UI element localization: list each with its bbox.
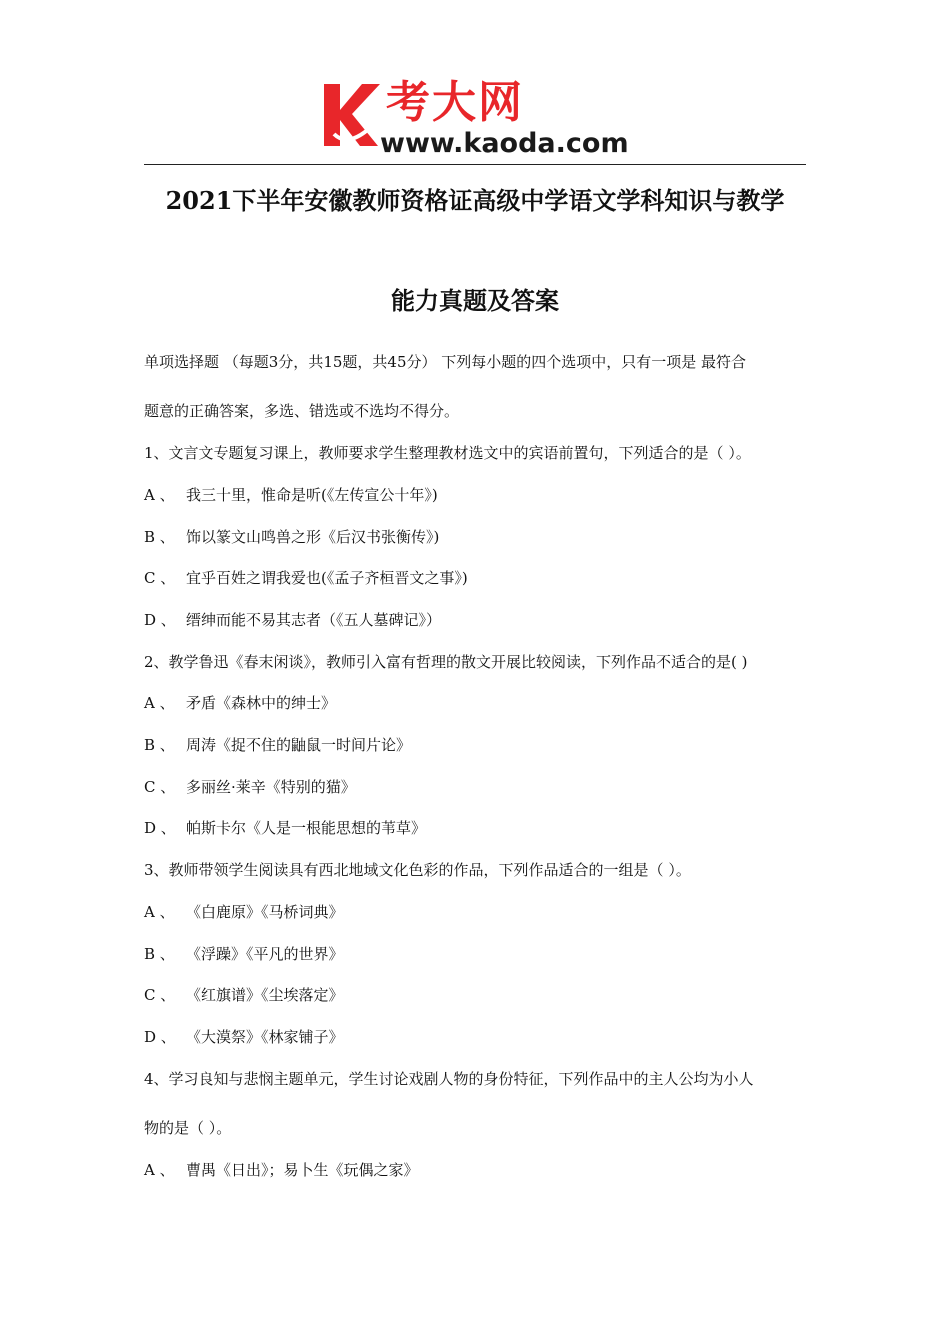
intro-line1: 单项选择题 （每题3分，共15题，共45分） 下列每小题的四个选项中，只有一项是 最符合 (144, 353, 747, 371)
question-1-option-c (144, 568, 468, 588)
logo (320, 77, 640, 160)
question-2-option-a (144, 693, 336, 713)
question-4-option-a (144, 1160, 419, 1180)
question-3-option-b (144, 944, 344, 964)
question-1-stem: 1、文言文专题复习课上，教师要求学生整理教材选文中的宾语前置句，下列适合的是（ ）。 (144, 444, 751, 462)
doc-title-line1: 2021下半年安徽教师资格证高级中学语文学科知识与教学 (165, 186, 785, 215)
option-letter: A 、 (144, 903, 175, 921)
option-text: 帕斯卡尔《人是一根能思想的苇草》 (186, 819, 427, 837)
option-text: 《浮躁》《平凡的世界》 (186, 945, 344, 963)
option-letter: A 、 (144, 1161, 175, 1179)
option-text: 矛盾《森林中的绅士》 (186, 694, 337, 712)
logo-url-text: www.kaoda.com (380, 128, 629, 159)
question-3-option-a (144, 902, 344, 922)
option-text: 缙绅而能不易其志者（《五人墓碑记》） (186, 611, 442, 629)
option-text: 《白鹿原》《马桥词典》 (186, 903, 344, 921)
header-rule (144, 164, 806, 165)
question-2-option-b (144, 735, 411, 755)
question-3-option-d (144, 1027, 344, 1047)
question-3-option-c (144, 985, 344, 1005)
option-letter: D 、 (144, 819, 176, 837)
option-text: 周涛《捉不住的鼬鼠一时间片论》 (186, 736, 412, 754)
option-letter: B 、 (144, 528, 175, 546)
intro-line2: 题意的正确答案，多选、错选或不选均不得分。 (144, 402, 460, 420)
option-text: 宜乎百姓之谓我爱也(《孟子齐桓晋文之事》) (186, 569, 468, 587)
option-text: 饰以篆文山鸣兽之形《后汉书张衡传》) (186, 528, 440, 546)
option-letter: B 、 (144, 736, 175, 754)
option-letter: C 、 (144, 778, 176, 796)
option-letter: A 、 (144, 486, 175, 504)
option-letter: D 、 (144, 1028, 176, 1046)
option-letter: A 、 (144, 694, 175, 712)
option-text: 我三十里，惟命是听(《左传宣公十年》) (186, 486, 438, 504)
option-text: 《红旗谱》《尘埃落定》 (186, 986, 344, 1004)
question-2-option-d (144, 818, 426, 838)
question-1-option-a (144, 485, 438, 505)
doc-title-line2: 能力真题及答案 (391, 286, 559, 315)
option-letter: B 、 (144, 945, 175, 963)
question-2-option-c (144, 777, 356, 797)
question-4-stem-line1: 4、学习良知与悲悯主题单元，学生讨论戏剧人物的身份特征，下列作品中的主人公均为小人 (144, 1070, 754, 1088)
option-letter: C 、 (144, 986, 176, 1004)
question-4-stem-line2: 物的是（ ）。 (144, 1119, 232, 1137)
question-1-option-b (144, 527, 439, 547)
k-logo-icon (320, 80, 382, 148)
option-text: 《大漠祭》《林家铺子》 (186, 1028, 344, 1046)
question-3-stem: 3、教师带领学生阅读具有西北地域文化色彩的作品，下列作品适合的一组是（ ）。 (144, 861, 691, 879)
option-text: 曹禺《日出》；易卜生《玩偶之家》 (186, 1161, 419, 1179)
option-letter: C 、 (144, 569, 176, 587)
option-text: 多丽丝·莱辛《特别的猫》 (186, 778, 356, 796)
question-1-option-d (144, 610, 441, 630)
logo-chinese-text: 考大网 (386, 77, 524, 128)
question-2-stem: 2、教学鲁迅《春末闲谈》，教师引入富有哲理的散文开展比较阅读，下列作品不适合的是( ) (144, 653, 748, 671)
option-letter: D 、 (144, 611, 176, 629)
